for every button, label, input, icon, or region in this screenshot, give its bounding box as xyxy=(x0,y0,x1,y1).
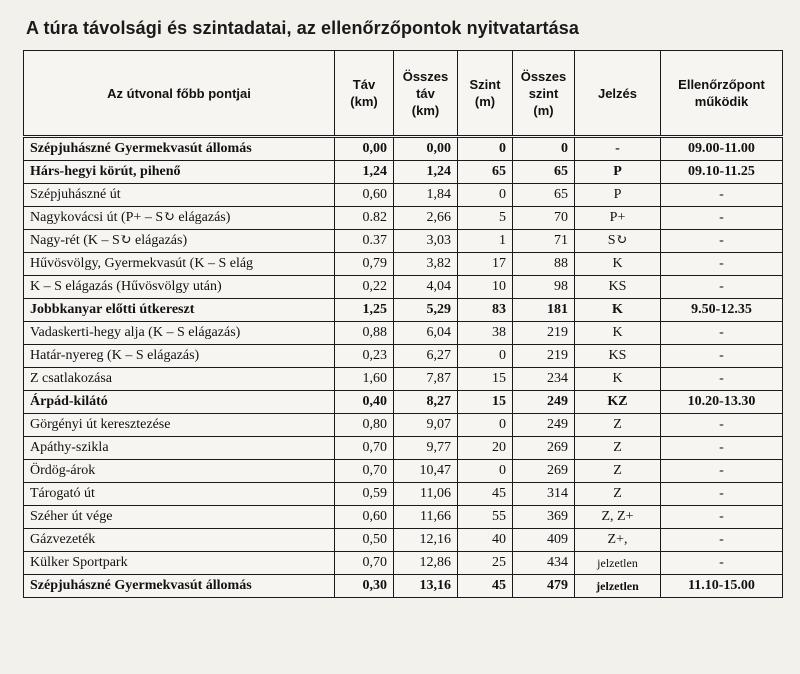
cell-level: 40 xyxy=(458,529,513,552)
cell-total-level: 219 xyxy=(513,322,575,345)
cell-distance: 0,50 xyxy=(335,529,394,552)
cell-point-name: Gázvezeték xyxy=(24,529,335,552)
cell-point-name: Nagy-rét (K – S↻ elágazás) xyxy=(24,230,335,253)
cell-marking: K xyxy=(575,368,661,391)
cell-point-name: Görgényi út keresztezése xyxy=(24,414,335,437)
cell-checkpoint: 9.50-12.35 xyxy=(661,299,783,322)
cell-total-level: 249 xyxy=(513,391,575,414)
cell-total-level: 369 xyxy=(513,506,575,529)
cell-total-distance: 1,24 xyxy=(394,161,458,184)
cell-level: 5 xyxy=(458,207,513,230)
table-row xyxy=(24,230,783,253)
cell-distance: 1,25 xyxy=(335,299,394,322)
cell-checkpoint: - xyxy=(661,207,783,230)
cell-checkpoint: - xyxy=(661,276,783,299)
cell-total-level: 88 xyxy=(513,253,575,276)
cell-total-level: 219 xyxy=(513,345,575,368)
cell-marking: Z xyxy=(575,437,661,460)
cell-level: 38 xyxy=(458,322,513,345)
cell-distance: 0,88 xyxy=(335,322,394,345)
table-row xyxy=(24,391,783,414)
cell-checkpoint: 09.00-11.00 xyxy=(661,137,783,161)
cell-distance: 0,70 xyxy=(335,437,394,460)
cell-distance: 0,59 xyxy=(335,483,394,506)
cell-marking: K xyxy=(575,253,661,276)
header-total-level: Összes szint (m) xyxy=(513,51,575,137)
table-row xyxy=(24,253,783,276)
cell-total-distance: 13,16 xyxy=(394,575,458,598)
cell-total-level: 249 xyxy=(513,414,575,437)
cell-marking: K xyxy=(575,299,661,322)
header-distance: Táv (km) xyxy=(335,51,394,137)
table-row xyxy=(24,345,783,368)
cell-checkpoint: - xyxy=(661,506,783,529)
cell-marking: Z xyxy=(575,414,661,437)
cell-total-level: 181 xyxy=(513,299,575,322)
table-row xyxy=(24,552,783,575)
cell-level: 0 xyxy=(458,345,513,368)
cell-marking: jelzetlen xyxy=(575,552,661,575)
cell-level: 15 xyxy=(458,368,513,391)
header-checkpoint: Ellenőrzőpont működik xyxy=(661,51,783,137)
cell-point-name: Szépjuhászné út xyxy=(24,184,335,207)
cell-point-name: Határ-nyereg (K – S elágazás) xyxy=(24,345,335,368)
cell-level: 17 xyxy=(458,253,513,276)
cell-total-distance: 12,16 xyxy=(394,529,458,552)
cell-total-distance: 8,27 xyxy=(394,391,458,414)
cell-checkpoint: - xyxy=(661,414,783,437)
cell-total-distance: 6,04 xyxy=(394,322,458,345)
cell-marking: Z+, xyxy=(575,529,661,552)
cell-distance: 0,23 xyxy=(335,345,394,368)
cell-total-distance: 3,82 xyxy=(394,253,458,276)
cell-total-distance: 5,29 xyxy=(394,299,458,322)
cell-marking: P xyxy=(575,184,661,207)
table-row xyxy=(24,322,783,345)
table-row xyxy=(24,483,783,506)
table-row xyxy=(24,575,783,598)
header-level: Szint (m) xyxy=(458,51,513,137)
cell-total-level: 70 xyxy=(513,207,575,230)
table-row xyxy=(24,529,783,552)
cell-checkpoint: - xyxy=(661,230,783,253)
cell-total-distance: 10,47 xyxy=(394,460,458,483)
cell-total-level: 234 xyxy=(513,368,575,391)
cell-marking: jelzetlen xyxy=(575,575,661,598)
cell-total-level: 269 xyxy=(513,437,575,460)
cell-level: 45 xyxy=(458,575,513,598)
table-row xyxy=(24,161,783,184)
cell-checkpoint: - xyxy=(661,368,783,391)
cell-point-name: Szépjuhászné Gyermekvasút állomás xyxy=(24,575,335,598)
cell-total-level: 479 xyxy=(513,575,575,598)
cell-total-level: 434 xyxy=(513,552,575,575)
cell-total-distance: 6,27 xyxy=(394,345,458,368)
cell-total-distance: 1,84 xyxy=(394,184,458,207)
cell-level: 1 xyxy=(458,230,513,253)
cell-total-distance: 2,66 xyxy=(394,207,458,230)
cell-marking: P+ xyxy=(575,207,661,230)
cell-distance: 1,24 xyxy=(335,161,394,184)
cell-total-level: 65 xyxy=(513,184,575,207)
cell-point-name: Vadaskerti-hegy alja (K – S elágazás) xyxy=(24,322,335,345)
cell-marking: - xyxy=(575,137,661,161)
cell-point-name: Nagykovácsi út (P+ – S↻ elágazás) xyxy=(24,207,335,230)
cell-level: 0 xyxy=(458,137,513,161)
cell-checkpoint: - xyxy=(661,345,783,368)
cell-marking: Z xyxy=(575,460,661,483)
cell-point-name: Jobbkanyar előtti útkereszt xyxy=(24,299,335,322)
cell-total-level: 65 xyxy=(513,161,575,184)
cell-total-distance: 3,03 xyxy=(394,230,458,253)
cell-total-distance: 0,00 xyxy=(394,137,458,161)
table-row xyxy=(24,137,783,161)
cell-point-name: Apáthy-szikla xyxy=(24,437,335,460)
table-row xyxy=(24,460,783,483)
cell-distance: 0,40 xyxy=(335,391,394,414)
cell-distance: 0,22 xyxy=(335,276,394,299)
cell-distance: 0,79 xyxy=(335,253,394,276)
cell-checkpoint: 10.20-13.30 xyxy=(661,391,783,414)
cell-marking: KS xyxy=(575,345,661,368)
cell-point-name: Hűvösvölgy, Gyermekvasút (K – S elág xyxy=(24,253,335,276)
table-row xyxy=(24,437,783,460)
cell-distance: 0,60 xyxy=(335,184,394,207)
cell-distance: 1,60 xyxy=(335,368,394,391)
cell-marking: S↻ xyxy=(575,230,661,253)
cell-point-name: Z csatlakozása xyxy=(24,368,335,391)
table-row xyxy=(24,506,783,529)
cell-total-distance: 11,06 xyxy=(394,483,458,506)
header-point: Az útvonal főbb pontjai xyxy=(24,51,335,137)
cell-point-name: K – S elágazás (Hűvösvölgy után) xyxy=(24,276,335,299)
header-total-distance: Összes táv (km) xyxy=(394,51,458,137)
cell-level: 83 xyxy=(458,299,513,322)
cell-distance: 0.82 xyxy=(335,207,394,230)
cell-level: 0 xyxy=(458,414,513,437)
cell-distance: 0,60 xyxy=(335,506,394,529)
cell-checkpoint: - xyxy=(661,529,783,552)
cell-point-name: Ördög-árok xyxy=(24,460,335,483)
cell-level: 45 xyxy=(458,483,513,506)
cell-level: 0 xyxy=(458,184,513,207)
cell-level: 65 xyxy=(458,161,513,184)
route-table-container xyxy=(23,50,782,598)
cell-level: 0 xyxy=(458,460,513,483)
cell-level: 10 xyxy=(458,276,513,299)
cell-distance: 0,70 xyxy=(335,460,394,483)
cell-total-level: 314 xyxy=(513,483,575,506)
cell-checkpoint: - xyxy=(661,322,783,345)
cell-checkpoint: - xyxy=(661,184,783,207)
cell-level: 25 xyxy=(458,552,513,575)
table-row xyxy=(24,184,783,207)
cell-point-name: Szépjuhászné Gyermekvasút állomás xyxy=(24,137,335,161)
cell-total-distance: 12,86 xyxy=(394,552,458,575)
page-title: A túra távolsági és szintadatai, az ellenőrzőpontok nyitvatartása xyxy=(26,18,579,38)
cell-checkpoint: - xyxy=(661,460,783,483)
cell-checkpoint: - xyxy=(661,437,783,460)
cell-checkpoint: - xyxy=(661,552,783,575)
cell-level: 55 xyxy=(458,506,513,529)
cell-total-level: 71 xyxy=(513,230,575,253)
cell-marking: Z xyxy=(575,483,661,506)
cell-checkpoint: 11.10-15.00 xyxy=(661,575,783,598)
cell-distance: 0,30 xyxy=(335,575,394,598)
cell-checkpoint: - xyxy=(661,483,783,506)
cell-marking: P xyxy=(575,161,661,184)
table-row xyxy=(24,207,783,230)
cell-total-level: 0 xyxy=(513,137,575,161)
cell-marking: K xyxy=(575,322,661,345)
cell-total-distance: 4,04 xyxy=(394,276,458,299)
table-row xyxy=(24,368,783,391)
cell-level: 15 xyxy=(458,391,513,414)
cell-point-name: Árpád-kilátó xyxy=(24,391,335,414)
cell-total-distance: 9,07 xyxy=(394,414,458,437)
cell-point-name: Tárogató út xyxy=(24,483,335,506)
cell-total-distance: 11,66 xyxy=(394,506,458,529)
route-table xyxy=(23,50,783,598)
cell-level: 20 xyxy=(458,437,513,460)
table-row xyxy=(24,276,783,299)
cell-checkpoint: - xyxy=(661,253,783,276)
cell-total-level: 269 xyxy=(513,460,575,483)
header-marking: Jelzés xyxy=(575,51,661,137)
table-row xyxy=(24,414,783,437)
cell-point-name: Széher út vége xyxy=(24,506,335,529)
cell-distance: 0,00 xyxy=(335,137,394,161)
cell-checkpoint: 09.10-11.25 xyxy=(661,161,783,184)
cell-marking: KZ xyxy=(575,391,661,414)
cell-total-distance: 9,77 xyxy=(394,437,458,460)
cell-distance: 0,70 xyxy=(335,552,394,575)
cell-marking: Z, Z+ xyxy=(575,506,661,529)
cell-total-level: 409 xyxy=(513,529,575,552)
cell-distance: 0.37 xyxy=(335,230,394,253)
table-row xyxy=(24,299,783,322)
cell-total-distance: 7,87 xyxy=(394,368,458,391)
table-header-row xyxy=(24,51,783,137)
cell-point-name: Külker Sportpark xyxy=(24,552,335,575)
cell-total-level: 98 xyxy=(513,276,575,299)
cell-marking: KS xyxy=(575,276,661,299)
cell-distance: 0,80 xyxy=(335,414,394,437)
cell-point-name: Hárs-hegyi körút, pihenő xyxy=(24,161,335,184)
